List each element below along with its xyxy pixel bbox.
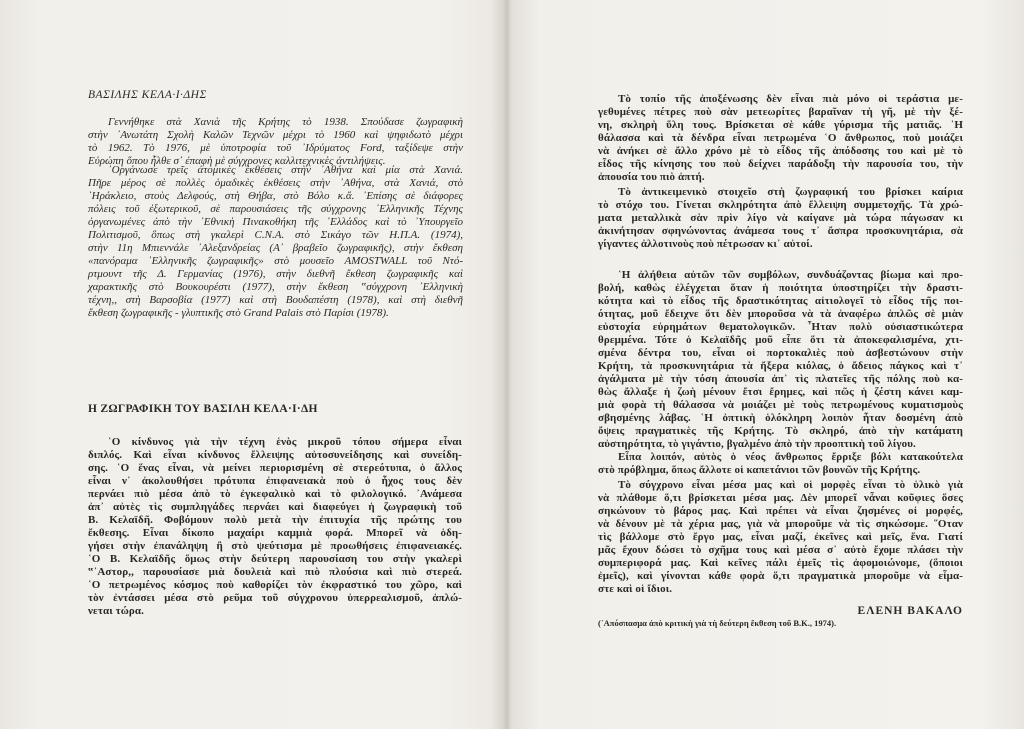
text-line: ὀργανωμένες ἀπὸ τὴν ᾿Εθνικὴ Πινακοθήκη τῆς ᾿Ελλάδος καὶ τὸ ᾿Υπουργεῖο [88,216,463,228]
text-line: τὸ 1962. Τὸ 1976, μὲ ὑποτροφία τοῦ ᾿Ιδρύματος Ford, ταξίδεψε στὴν [88,142,463,154]
text-line: Γεννήθηκε στὰ Χανιὰ τῆς Κρήτης τὸ 1938. Σπούδασε ζωγραφικὴ [108,116,463,128]
text-line: θάλασσα καὶ τὰ δένδρα εἶναι πετρωμένα ῾Ο ἄνθρωπος, ποὺ μοιάζει [598,132,963,144]
text-line: αὐστηρότητα, τὸ γιγάντιο, βγαλμένο ἀπὸ τὴν προοπτικὴ τοῦ λίγου. [598,438,916,450]
text-line: εἶναι ν᾿ ἀκολουθήσει πρότυπα ἐπιφανειακὰ ποὺ ὁ ἦχος τους δὲν [88,475,462,487]
text-line: σης. ῾Ο ἕνας εἶναι, νὰ μείνει περιορισμένη σὲ στερεότυπα, ὁ ἄλλος [88,462,462,474]
text-line: ματα μεταλλικὰ σὰν πρὶν λίγο νὰ καίγανε μὰ τώρα πάγωσαν κι [598,212,963,224]
text-line: στὴν 11η Μπιεννάλε ᾿Αλεξανδρείας (Α᾿ βραβεῖο ζωγραφικῆς), στὴν ἔκθεση [88,242,463,254]
text-line: περνάει πιὸ μέσα ἀπὸ τὸ ἐγκεφαλικὸ καὶ τὸ φιλολογικό. ᾿Ανάμεσα [88,488,462,500]
text-line: τὸ στόχο του. Γίνεται σκληρότητα ἀπὸ ἔλλειψη συμμετοχῆς. Τὰ χρώ- [598,199,963,211]
essay-paragraph [598,93,963,184]
text-line: μιὰ φορὰ τὴ θάλασσα νὰ μοιάζει μὲ τοὺς πετρωμένους κυματισμοὺς [598,399,963,411]
text-line: τὸν ἐντάσσει μέσα στὸ ρεῦμα τοῦ σύγχρονου ὑπερρεαλισμοῦ, ἁπλώ- [88,592,462,604]
text-line: θρεμμένα. Τότε ὁ Κελαϊδῆς μοῦ εἶπε ὅτι τὰ ἀποκεφαλισμένα, χτι- [598,334,963,346]
text-line: Τὸ ἀντικειμενικὸ στοιχεῖο στὴ ζωγραφική του βρίσκει καίρια [618,186,963,198]
text-line: ἐμεῖς), καὶ γίνονται κάθε φορὰ ὅ,τι πραγματικὰ μποροῦμε νὰ εἶμα- [598,570,963,582]
text-line: Τὸ σύγχρονο εἶναι μέσα μας καὶ οἱ μορφὲς εἶναι τὸ ὑλικὸ γιὰ [618,479,963,491]
text-line: ἀπ᾿ αὐτὲς τὶς συμπληγάδες περνάει καὶ διαφεύγει ἡ ζωγραφικὴ τοῦ [88,501,462,513]
essay-paragraph [88,436,462,618]
author-signature: ΕΛΕΝΗ ΒΑΚΑΛΟ [857,605,963,617]
essay-paragraph [598,479,963,596]
bio-title: ΒΑΣΙΛΗΣ ΚΕΛΑ·Ι·ΔΗΣ [88,89,207,101]
essay-paragraph [598,186,963,251]
text-line: πόλεις τοῦ ἐξωτερικοῦ, σὲ παρουσιάσεις τῆς σύγχρονης ᾿Ελληνικῆς Τέχνης [88,203,463,215]
text-line: ᾿Ηράκλειο, στοὺς Δελφούς, στὴ Θήβα, στὸ Βόλο κ.ἄ. ᾿Επίσης σὲ διάφορες [88,190,463,202]
text-line: διπλός. Καὶ εἶναι κίνδυνος ἔλλειψης αὐτοσυνείδησης καὶ συνείδη- [88,449,462,461]
text-line: νη, σκληρὴ ὕλη τους. Βρίσκεται σὲ κάθε γύρισμα τῆς ματιᾶς. ῾Η [598,119,963,131]
text-line: χαρακτικῆς στὸ Βουκουρέστι (1977), στὴν ἔκθεση ‟σύγχρονη ᾿Ελληνικὴ [88,281,463,293]
text-line: στε καὶ οἱ ἴδιοι. [598,583,673,595]
text-line: νεται τώρα. [88,605,144,617]
text-line: ρτμουντ τῆς Δ. Γερμανίας (1976), στὴν διεθνῆ ἔκθεση ζωγραφικῆς καὶ [88,268,463,280]
text-line: Κρήτη, τὰ προσκυνητάρια τὰ ἤξερα κιόλας, ὁ ἄδειος πάγκος καὶ τ᾿ [598,360,963,372]
text-line: θὼς ἄλλαξε ἡ ζωὴ μένουν ἔτσι ἔρημες, καὶ πῶς ἡ ζέστη κάνει καμ- [598,386,963,398]
text-line: μᾶς ἔχουν δώσει τὸ σχῆμα τους καὶ μέσα σ᾿ αὐτὸ ἔχομε πλάσει τὴν [598,544,963,556]
text-line: ῾Ο πετρωμένος κόσμος ποὺ καθορίζει τὸν ἐκφραστικό του χῶρο, καὶ [88,579,462,591]
essay-left [88,0,462,729]
text-line: ἀκινήτησαν σφηνώνοντας ἀνάμεσα τους τ᾿ ἄσπρα προσκυνητάρια, σὰ [598,225,963,237]
text-line: σηκώνουν τὸ βάρος μας. Καὶ πρέπει νὰ εἶναι ζησμένες οἱ μορφές, [598,505,963,517]
text-line: «πανόραμα ᾿Ελληνικῆς ζωγραφικῆς» στὸ μουσεῖο AMOSTWALL τοῦ Ντό- [88,255,463,267]
text-line: ἔκθεση ζωγραφικῆς - γλυπτικῆς στὸ Grand Palais στὸ Παρίσι (1978). [88,307,389,319]
text-line: σβησμένης λάβας. ῾Η ὀπτικὴ ὁλόκληρη λοιπὸν ἦταν δοσμένη ἀπὸ [598,412,963,424]
text-line: Πῆρε μέρος σὲ πολλὲς ὁμαδικὲς ἐκθέσεις στὴν ᾿Αθήνα, στὰ Χανιά, στὸ [88,177,463,189]
text-line: Τὸ τοπίο τῆς ἀποξένωσης δὲν εἶναι πιὰ μόνο οἱ τεράστια με- [618,93,963,105]
text-line: ότητας, μοῦ ἔδειχνε ὅτι δὲν μποροῦσα νὰ τὰ ἀναφέρω ἁπλῶς σὲ μιὰν [598,308,963,320]
text-line: στὸ πρόβλημα, ὅπως ἄλλοτε οἱ καπετάνιοι τῶν βουνῶν τῆς Κρήτης. [598,464,921,476]
essay-paragraph [598,269,963,451]
text-line: νὰ πλάθομε ὅ,τι βρίσκεται μέσα μας. Δὲν μπορεῖ νἆναι κοῦφιες ὅσες [598,492,963,504]
text-line: Β. Κελαϊδῆ. Φοβόμουν πολὺ μετὰ τὴν ἐπιτυχία τῆς πρώτης του [88,514,462,526]
text-line: βολή, καθὼς ἐλέγχεται ὅταν ἡ ποιότητα ὑποστηρίζει τὴν δραστι- [598,282,963,294]
text-line: Εὐρώπη ὅπου ἦλθε σ᾿ ἐπαφὴ μὲ σύγχρονες καλλιτεχνικὲς ἀντιλήψεις. [88,155,386,167]
text-line: σμένα δέντρα του, εἶναι οἱ πορτοκαλιὲς ποὺ ἀσβεστώνουν στὴν [598,347,963,359]
text-line: ᾿Οργάνωσε τρεῖς ἀτομικὲς ἐκθέσεις στὴν ᾿Αθήνα καὶ μία στὰ Χανιά. [108,164,463,176]
essay-paragraph [598,451,963,477]
text-line: γήσει στὴν ἐπανάληψη ἢ στὸ ψεύτισμα μὲ προωθήσεις ἐπιφανειακές. [88,540,462,552]
text-line: Εἶπα λοιπόν, αὐτὸς ὁ νέος ἄνθρωπος ἔρριξε βόλι κατακούτελα [618,451,963,463]
text-line: ἀγάλματα μὲ τὴν τόση ἀπουσία ἀπ᾿ τὶς πλατεῖες τῆς πόλης ποὺ κα- [598,373,963,385]
text-line: εὐστοχία εὑρημάτων θεματολογικῶν. ῏Ηταν πολὺ οὐσιαστικώτερα [598,321,963,333]
text-line: ῾Ο Β. Κελαϊδῆς ὅμως στὴν δεύτερη παρουσίαση του στὴν γκαλερὶ [88,553,462,565]
essay-title: Η ΖΩΓΡΑΦΙΚΗ ΤΟΥ ΒΑΣΙΛΗ ΚΕΛΑ·Ι·ΔΗ [88,403,318,415]
text-line: Πολιτισμοῦ, ὅπως στὴ γκαλερὶ C.N.A. στὸ Σικάγο τῶν Η.Π.Α. (1974), [88,229,463,241]
text-line: εἶδος τῆς κίνησης του ποὺ δείχνει παράδοξη τὴν παρουσία του, τὴν [598,158,963,170]
text-line: νὰ ἀνήκει σὲ ἄλλο χρόνο μὲ τὸ εἶδος τῆς ἀπόδοσης του καὶ μὲ τὸ [598,145,963,157]
text-line: ὄψεις πραγματικὲς τῆς Κρήτης. Τὸ σκληρό, ἀπὸ τὴν κατάματη [598,425,963,437]
source-note: (᾿Απόσπασμα ἀπὸ κριτικὴ γιὰ τὴ δεύτερη ἔκθεση τοῦ Β.Κ., 1974). [598,618,837,628]
text-line: συμπεριφορά μας. Καὶ κεῖνες πάλι ἐμεῖς τὶς ἀφομοιώνομε, (ὅποιοι [598,557,963,569]
text-line: ἀπουσία του πιὸ ἁπτή. [598,171,705,183]
text-line: νὰ δένουν μὲ τὰ χέρια μας, γιὰ νὰ μποροῦμε νὰ τὶς σηκώσομε. ῞Οταν [598,518,963,530]
text-line: ἔκθεσης. Εἶναι δίκοπο μαχαίρι καμμιὰ φορά. Μπορεῖ νὰ ὁδη- [88,527,462,539]
text-line: ῾Ο κίνδυνος γιὰ τὴν τέχνη ἑνὸς μικροῦ τόπου σήμερα εἶναι [108,436,462,448]
text-line: ‟᾿Αστορ,, παρουσίασε μιὰ δουλειὰ καὶ πιὸ πλούσια καὶ πιὸ στερεά. [88,566,462,578]
text-line: τέχνη,, στὴ Βαρσοβία (1977) καὶ στὴ Βουδαπέστη (1978), καὶ στὴ διεθνῆ [88,294,463,306]
text-line: γεθυμένες πέτρες ποὺ σὰν μετεωρίτες βαραῖναν τὴ γῆ, μὲ τὴν ξέ- [598,106,963,118]
text-line: τὶς βάλλομε στὸ ἔργο μας, εἶναι μαζί, ἐκεῖνες καὶ μεῖς, ἕνα. Γιατί [598,531,963,543]
text-line: γίγαντες ἀλλοτινοὺς ποὺ πέτρωσαν κι᾿ αὐτοί. [598,238,813,250]
text-line: κότητα καὶ τὸ εἶδος τῆς δραστικότητας αἰτιολογεῖ τὸ εἶδος τῆς ποι- [598,295,963,307]
text-line: στὴν ᾿Ανωτάτη Σχολὴ Καλῶν Τεχνῶν μέχρι τὸ 1960 καὶ ψηφιδωτὸ μέχρι [88,129,463,141]
text-line: ῾Η ἀλήθεια αὐτῶν τῶν συμβόλων, συνδυάζοντας βίωμα καὶ προ- [618,269,963,281]
